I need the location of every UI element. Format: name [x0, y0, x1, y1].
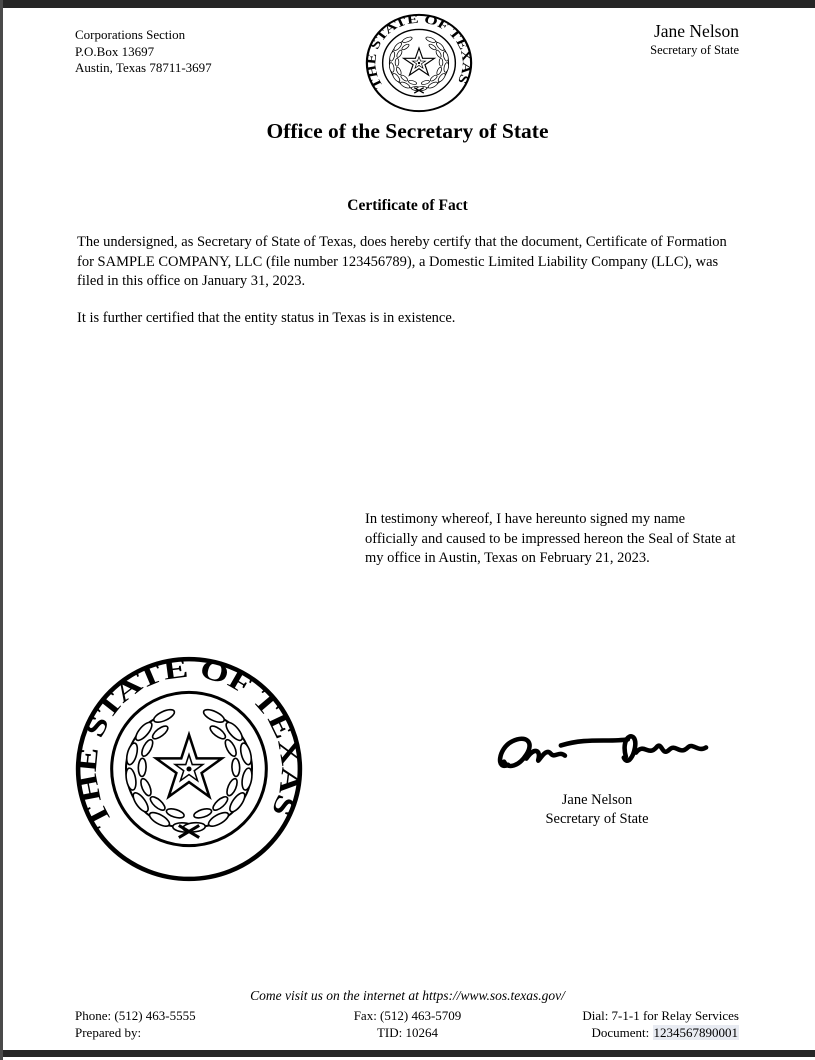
- footer-fax: Fax: (512) 463-5709: [353, 1008, 462, 1023]
- signer-block: [497, 791, 697, 829]
- secretary-title: Secretary of State: [650, 43, 739, 57]
- testimony-paragraph: In testimony whereof, I have hereunto signed my name officially and caused to be impressed hereon the Seal of State at my office in Austin, Texas on February 21, 2023.: [365, 511, 736, 566]
- texas-state-seal-top-icon: [364, 10, 474, 116]
- secretary-name-block: [650, 21, 739, 58]
- return-address-line: P.O.Box 13697: [75, 43, 155, 59]
- signer-name: Jane Nelson: [561, 792, 633, 808]
- return-address-line: Corporations Section: [75, 27, 186, 42]
- secretary-name: Jane Nelson: [653, 21, 739, 41]
- signature-image: [493, 716, 713, 782]
- signer-title: Secretary of State: [545, 811, 649, 827]
- certificate-heading: Certificate of Fact: [347, 197, 468, 214]
- footer-phone: Phone: (512) 463-5555: [75, 1008, 196, 1023]
- footer-document-label: Document:: [591, 1024, 653, 1040]
- footer-document: [582, 1025, 739, 1042]
- footer-document-number: 1234567890001: [653, 1024, 738, 1040]
- footer-dial: Dial: 7-1-1 for Relay Services: [582, 1008, 739, 1023]
- viewer-top-edge: [0, 0, 815, 8]
- viewer-left-edge: [0, 0, 3, 1060]
- footer-right-column: [582, 1008, 739, 1041]
- office-title: Office of the Secretary of State: [266, 119, 549, 143]
- texas-state-seal-large-icon: [72, 648, 306, 890]
- return-address-line: Austin, Texas 78711-3697: [75, 60, 212, 75]
- return-address: [75, 27, 212, 77]
- viewer-bottom-edge: [0, 1050, 815, 1057]
- footer-tid: TID: 10264: [376, 1024, 439, 1040]
- footer-visit-line: Come visit us on the internet at https://www.sos.texas.gov/: [250, 988, 565, 1003]
- certificate-paragraph-1: The undersigned, as Secretary of State of Texas, does hereby certify that the document, Certificate of Formation for SAMPLE COMPANY, LLC (file number 123456789), a Domestic Limited Liability Company (LLC), was filed in this office on January 31, 2023.: [77, 234, 727, 289]
- footer-prepared-by: Prepared by:: [75, 1024, 142, 1040]
- certificate-paragraph-2: It is further certified that the entity status in Texas is in existence.: [77, 310, 456, 326]
